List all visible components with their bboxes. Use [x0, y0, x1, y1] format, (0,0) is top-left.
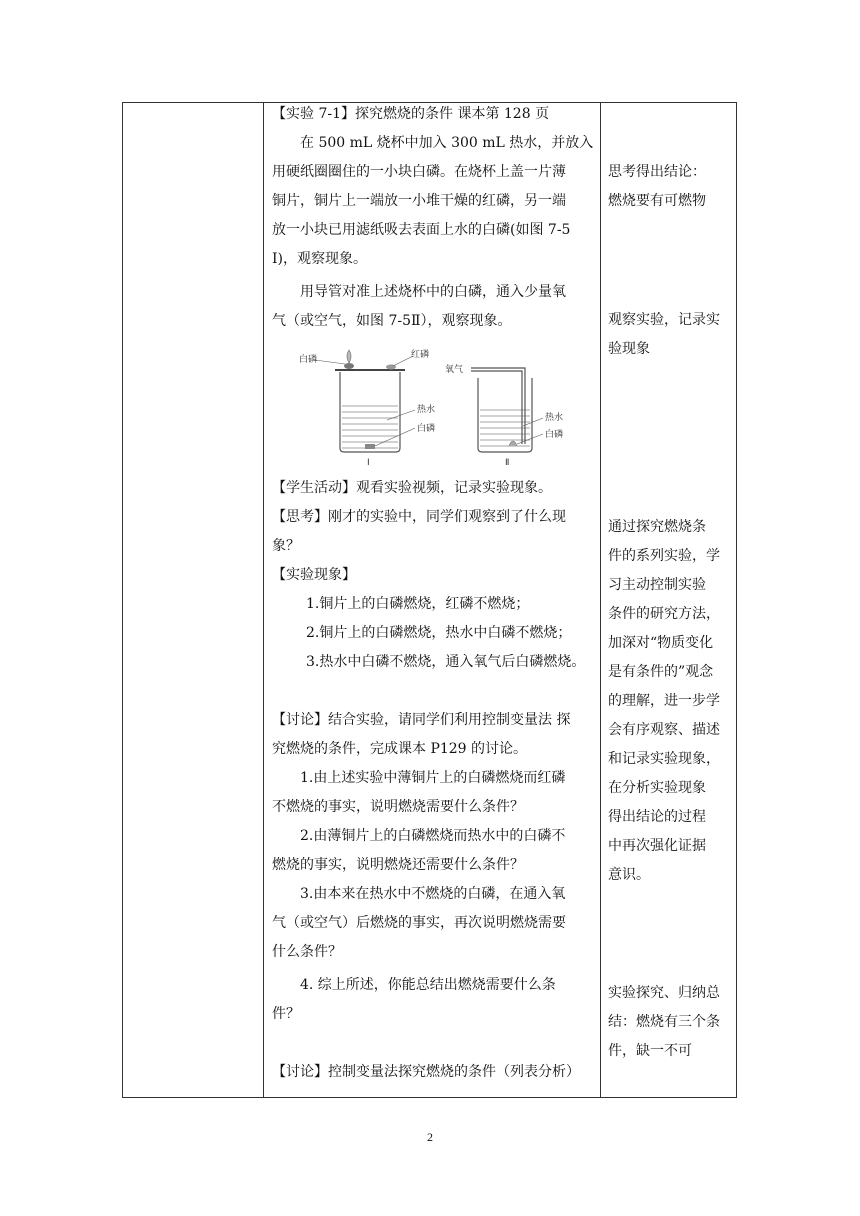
note-line: 习主动控制实验 — [608, 577, 706, 593]
think-line: 象？ — [272, 538, 300, 554]
spacer — [272, 1029, 585, 1058]
discuss-line: 究燃烧的条件，完成课本 P129 的讨论。 — [272, 741, 528, 757]
text-line: 用硬纸圈圈住的一小块白磷。在烧杯上盖一片薄 — [272, 164, 566, 180]
label-hot-water-2: 热水 — [545, 413, 564, 423]
question-line: 3.由本来在热水中不燃烧的白磷，在通入氧 — [300, 886, 566, 902]
text-line: 气（或空气，如图 7-5Ⅱ），观察现象。 — [272, 313, 512, 329]
label-figure-1: Ⅰ — [367, 458, 370, 468]
text-line: Ⅰ)，观察现象。 — [272, 251, 367, 267]
note-line: 结：燃烧有三个条 — [608, 1014, 720, 1030]
phenomenon-item: 1.铜片上的白磷燃烧，红磷不燃烧； — [306, 596, 530, 612]
text-line: 在 500 mL 烧杯中加入 300 mL 热水，并放入 — [300, 135, 594, 151]
note-line: 燃烧要有可燃物 — [608, 193, 706, 209]
phenomenon-item: 3.热水中白磷不燃烧，通入氧气后白磷燃烧。 — [306, 654, 586, 670]
label-oxygen: 氧气 — [445, 365, 464, 375]
note-line: 是有条件的”观念 — [608, 664, 714, 680]
label-white-phosphorus-2: 白磷 — [417, 424, 436, 434]
question-line: 件？ — [272, 1006, 300, 1022]
note-line: 中再次强化证据 — [608, 838, 706, 854]
text-line: 铜片，铜片上一端放一小堆干燥的红磷，另一端 — [272, 193, 566, 209]
question-line: 气（或空气）后燃烧的事实，再次说明燃烧需要 — [272, 915, 566, 931]
note-line: 件，缺一不可 — [608, 1043, 692, 1059]
question-line: 燃烧的事实，说明燃烧还需要什么条件？ — [272, 857, 524, 873]
discuss-final: 【讨论】控制变量法探究燃烧的条件（列表分析） — [272, 1064, 580, 1080]
right-note-2 — [608, 306, 720, 364]
phenomena-title: 【实验现象】 — [272, 567, 356, 583]
label-white-phosphorus-1: 白磷 — [299, 355, 318, 365]
label-hot-water-1: 热水 — [417, 405, 436, 415]
spacer — [272, 677, 585, 706]
question-line: 1.由上述实验中薄铜片上的白磷燃烧而红磷 — [300, 770, 566, 786]
note-line: 通过探究燃烧条 — [608, 519, 706, 535]
think-line: 【思考】刚才的实验中，同学们观察到了什么现 — [272, 509, 566, 525]
column-divider-2 — [600, 103, 601, 1097]
right-note-1 — [608, 158, 706, 216]
note-line: 意识。 — [608, 867, 650, 883]
note-line: 件的系列实验，学 — [608, 548, 720, 564]
note-line: 观察实验，记录实 — [608, 312, 720, 328]
note-line: 验现象 — [608, 341, 650, 357]
note-line: 实验探究、归纳总 — [608, 985, 720, 1001]
note-line: 条件的研究方法， — [608, 606, 720, 622]
beaker-two — [445, 363, 563, 468]
label-red-phosphorus: 红磷 — [411, 350, 430, 360]
label-white-phosphorus-3: 白磷 — [545, 430, 564, 440]
note-line: 和记录实验现象， — [608, 751, 720, 767]
question-line: 4. 综上所述，你能总结出燃烧需要什么条 — [300, 977, 556, 993]
note-line: 思考得出结论： — [608, 164, 706, 180]
question-line: 2.由薄铜片上的白磷燃烧而热水中的白磷不 — [300, 828, 566, 844]
main-column-lower — [272, 474, 585, 1087]
experiment-figure — [295, 348, 575, 468]
question-line: 什么条件？ — [272, 944, 342, 960]
text-line: 放一小块已用滤纸吸去表面上水的白磷(如图 7-5 — [272, 222, 571, 238]
main-column — [272, 100, 593, 336]
note-line: 的理解，进一步学 — [608, 693, 720, 709]
experiment-title: 【实验 7-1】探究燃烧的条件 课本第 128 页 — [272, 106, 550, 122]
student-activity: 【学生活动】观看实验视频，记录实验现象。 — [272, 480, 552, 496]
note-line: 会有序观察、描述 — [608, 722, 720, 738]
beaker-one — [299, 348, 435, 468]
phenomenon-item: 2.铜片上的白磷燃烧，热水中白磷不燃烧； — [306, 625, 572, 641]
discuss-line: 【讨论】结合实验，请同学们利用控制变量法 探 — [272, 712, 571, 728]
column-divider-1 — [263, 103, 264, 1097]
note-line: 在分析实验现象 — [608, 780, 706, 796]
note-line: 得出结论的过程 — [608, 809, 706, 825]
label-figure-2: Ⅱ — [505, 458, 510, 468]
text-line: 用导管对准上述烧杯中的白磷，通入少量氧 — [300, 284, 566, 300]
note-line: 加深对“物质变化 — [608, 635, 714, 651]
right-note-3 — [608, 513, 720, 890]
right-note-4 — [608, 979, 720, 1066]
question-line: 不燃烧的事实，说明燃烧需要什么条件？ — [272, 799, 524, 815]
page-number: 2 — [427, 1130, 433, 1144]
